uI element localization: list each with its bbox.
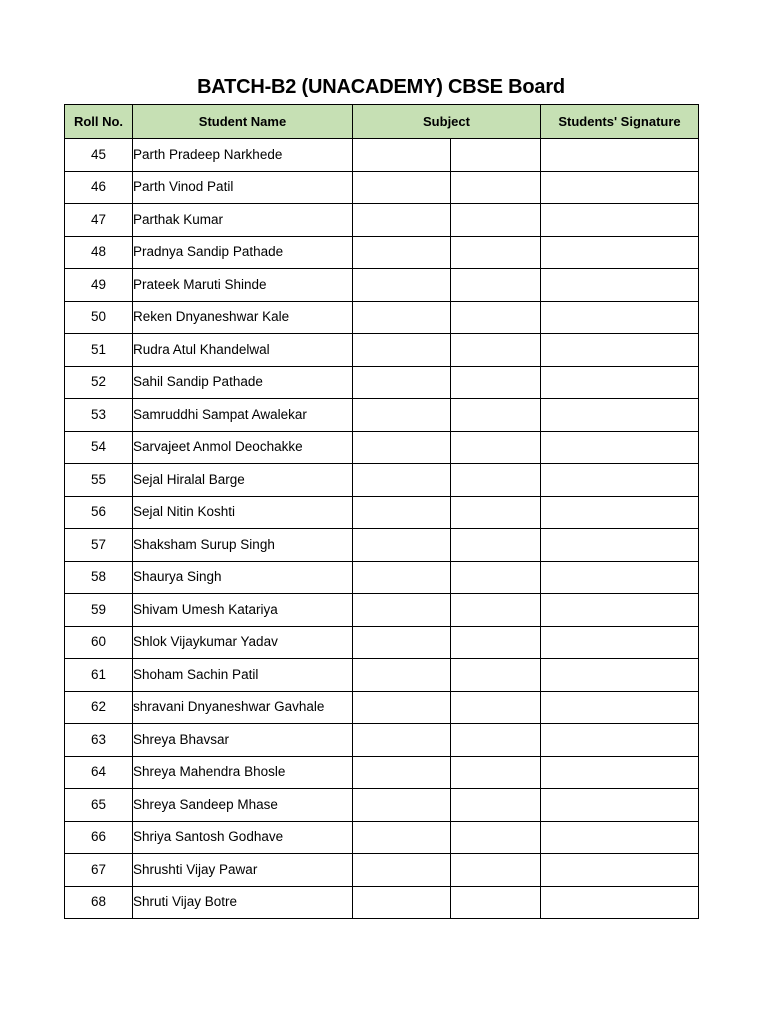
student-name-cell: Samruddhi Sampat Awalekar [133, 399, 353, 432]
table-row [65, 139, 699, 172]
subject-cell-1[interactable] [353, 269, 451, 302]
roll-number-cell: 49 [65, 269, 133, 302]
student-name-cell: Shruti Vijay Botre [133, 886, 353, 919]
subject-cell-1[interactable] [353, 171, 451, 204]
table-row [65, 659, 699, 692]
signature-cell[interactable] [541, 334, 699, 367]
subject-cell-1[interactable] [353, 204, 451, 237]
table-row [65, 561, 699, 594]
signature-cell[interactable] [541, 301, 699, 334]
signature-cell[interactable] [541, 594, 699, 627]
subject-cell-2[interactable] [451, 886, 541, 919]
student-name-cell: Shaksham Surup Singh [133, 529, 353, 562]
roll-number-cell: 62 [65, 691, 133, 724]
roll-number-cell: 50 [65, 301, 133, 334]
signature-cell[interactable] [541, 204, 699, 237]
student-name-cell: Shivam Umesh Katariya [133, 594, 353, 627]
signature-cell[interactable] [541, 626, 699, 659]
table-row [65, 236, 699, 269]
subject-cell-2[interactable] [451, 854, 541, 887]
signature-cell[interactable] [541, 756, 699, 789]
table-row [65, 724, 699, 757]
student-name-cell: Parth Vinod Patil [133, 171, 353, 204]
roll-number-cell: 46 [65, 171, 133, 204]
table-row [65, 399, 699, 432]
subject-cell-1[interactable] [353, 724, 451, 757]
roll-number-cell: 56 [65, 496, 133, 529]
student-name-cell: Shreya Mahendra Bhosle [133, 756, 353, 789]
subject-cell-1[interactable] [353, 236, 451, 269]
signature-cell[interactable] [541, 399, 699, 432]
table-row [65, 821, 699, 854]
student-name-cell: Shaurya Singh [133, 561, 353, 594]
roll-number-cell: 63 [65, 724, 133, 757]
table-row [65, 269, 699, 302]
table-row [65, 366, 699, 399]
subject-cell-2[interactable] [451, 789, 541, 822]
student-name-cell: Sahil Sandip Pathade [133, 366, 353, 399]
student-name-cell: Shoham Sachin Patil [133, 659, 353, 692]
roll-number-cell: 61 [65, 659, 133, 692]
subject-cell-2[interactable] [451, 334, 541, 367]
roll-number-cell: 66 [65, 821, 133, 854]
column-header-name: Student Name [133, 105, 353, 139]
signature-cell[interactable] [541, 496, 699, 529]
roll-number-cell: 54 [65, 431, 133, 464]
table-row [65, 431, 699, 464]
roll-number-cell: 57 [65, 529, 133, 562]
subject-cell-2[interactable] [451, 496, 541, 529]
roll-number-cell: 52 [65, 366, 133, 399]
student-name-cell: Sejal Nitin Koshti [133, 496, 353, 529]
page-title: BATCH-B2 (UNACADEMY) CBSE Board [197, 76, 565, 98]
table-row [65, 204, 699, 237]
subject-cell-2[interactable] [451, 756, 541, 789]
signature-cell[interactable] [541, 431, 699, 464]
signature-cell[interactable] [541, 789, 699, 822]
table-row [65, 854, 699, 887]
student-name-cell: Rudra Atul Khandelwal [133, 334, 353, 367]
subject-cell-1[interactable] [353, 366, 451, 399]
table-row [65, 171, 699, 204]
table-row [65, 496, 699, 529]
column-header-subject: Subject [353, 105, 541, 139]
signature-cell[interactable] [541, 691, 699, 724]
table-row [65, 594, 699, 627]
signature-cell[interactable] [541, 139, 699, 172]
subject-cell-2[interactable] [451, 301, 541, 334]
signature-cell[interactable] [541, 724, 699, 757]
roll-number-cell: 53 [65, 399, 133, 432]
roll-number-cell: 67 [65, 854, 133, 887]
subject-cell-2[interactable] [451, 366, 541, 399]
subject-cell-1[interactable] [353, 431, 451, 464]
roll-number-cell: 58 [65, 561, 133, 594]
subject-cell-1[interactable] [353, 789, 451, 822]
signature-cell[interactable] [541, 529, 699, 562]
subject-cell-1[interactable] [353, 691, 451, 724]
roll-number-cell: 48 [65, 236, 133, 269]
student-name-cell: Shreya Bhavsar [133, 724, 353, 757]
subject-cell-2[interactable] [451, 594, 541, 627]
subject-cell-2[interactable] [451, 464, 541, 497]
subject-cell-2[interactable] [451, 399, 541, 432]
table-row [65, 464, 699, 497]
signature-cell[interactable] [541, 886, 699, 919]
student-name-cell: Shreya Sandeep Mhase [133, 789, 353, 822]
subject-cell-1[interactable] [353, 626, 451, 659]
subject-cell-1[interactable] [353, 659, 451, 692]
subject-cell-1[interactable] [353, 821, 451, 854]
student-name-cell: Shrushti Vijay Pawar [133, 854, 353, 887]
student-name-cell: Reken Dnyaneshwar Kale [133, 301, 353, 334]
subject-cell-2[interactable] [451, 204, 541, 237]
table-row [65, 756, 699, 789]
roll-number-cell: 51 [65, 334, 133, 367]
student-name-cell: Sarvajeet Anmol Deochakke [133, 431, 353, 464]
subject-cell-1[interactable] [353, 561, 451, 594]
table-row [65, 886, 699, 919]
roll-number-cell: 55 [65, 464, 133, 497]
student-name-cell: Shlok Vijaykumar Yadav [133, 626, 353, 659]
signature-cell[interactable] [541, 366, 699, 399]
subject-cell-2[interactable] [451, 171, 541, 204]
signature-cell[interactable] [541, 561, 699, 594]
student-name-cell: Shriya Santosh Godhave [133, 821, 353, 854]
subject-cell-2[interactable] [451, 659, 541, 692]
subject-cell-1[interactable] [353, 529, 451, 562]
table-row [65, 789, 699, 822]
subject-cell-2[interactable] [451, 236, 541, 269]
subject-cell-1[interactable] [353, 594, 451, 627]
student-name-cell: Parthak Kumar [133, 204, 353, 237]
student-name-cell: Parth Pradeep Narkhede [133, 139, 353, 172]
subject-cell-2[interactable] [451, 821, 541, 854]
subject-cell-2[interactable] [451, 626, 541, 659]
roll-number-cell: 60 [65, 626, 133, 659]
subject-cell-2[interactable] [451, 139, 541, 172]
table-row [65, 334, 699, 367]
student-name-cell: Sejal Hiralal Barge [133, 464, 353, 497]
student-name-cell: shravani Dnyaneshwar Gavhale [133, 691, 353, 724]
table-row [65, 301, 699, 334]
signature-cell[interactable] [541, 236, 699, 269]
subject-cell-2[interactable] [451, 529, 541, 562]
signature-cell[interactable] [541, 659, 699, 692]
table-row [65, 626, 699, 659]
column-header-signature: Students' Signature [541, 105, 699, 139]
table-body [65, 139, 699, 919]
roll-number-cell: 68 [65, 886, 133, 919]
header-row [65, 105, 699, 139]
roll-number-cell: 59 [65, 594, 133, 627]
signature-cell[interactable] [541, 854, 699, 887]
signature-cell[interactable] [541, 821, 699, 854]
attendance-table [64, 104, 699, 919]
subject-cell-1[interactable] [353, 139, 451, 172]
subject-cell-1[interactable] [353, 756, 451, 789]
subject-cell-1[interactable] [353, 301, 451, 334]
student-name-cell: Pradnya Sandip Pathade [133, 236, 353, 269]
student-name-cell: Prateek Maruti Shinde [133, 269, 353, 302]
subject-cell-2[interactable] [451, 561, 541, 594]
signature-cell[interactable] [541, 269, 699, 302]
signature-cell[interactable] [541, 171, 699, 204]
subject-cell-2[interactable] [451, 691, 541, 724]
subject-cell-1[interactable] [353, 464, 451, 497]
subject-cell-2[interactable] [451, 269, 541, 302]
subject-cell-1[interactable] [353, 886, 451, 919]
table-row [65, 529, 699, 562]
subject-cell-1[interactable] [353, 334, 451, 367]
roll-number-cell: 65 [65, 789, 133, 822]
roll-number-cell: 47 [65, 204, 133, 237]
subject-cell-1[interactable] [353, 496, 451, 529]
roll-number-cell: 45 [65, 139, 133, 172]
subject-cell-1[interactable] [353, 854, 451, 887]
signature-cell[interactable] [541, 464, 699, 497]
subject-cell-2[interactable] [451, 431, 541, 464]
subject-cell-2[interactable] [451, 724, 541, 757]
roll-number-cell: 64 [65, 756, 133, 789]
column-header-roll: Roll No. [65, 105, 133, 139]
subject-cell-1[interactable] [353, 399, 451, 432]
table-row [65, 691, 699, 724]
